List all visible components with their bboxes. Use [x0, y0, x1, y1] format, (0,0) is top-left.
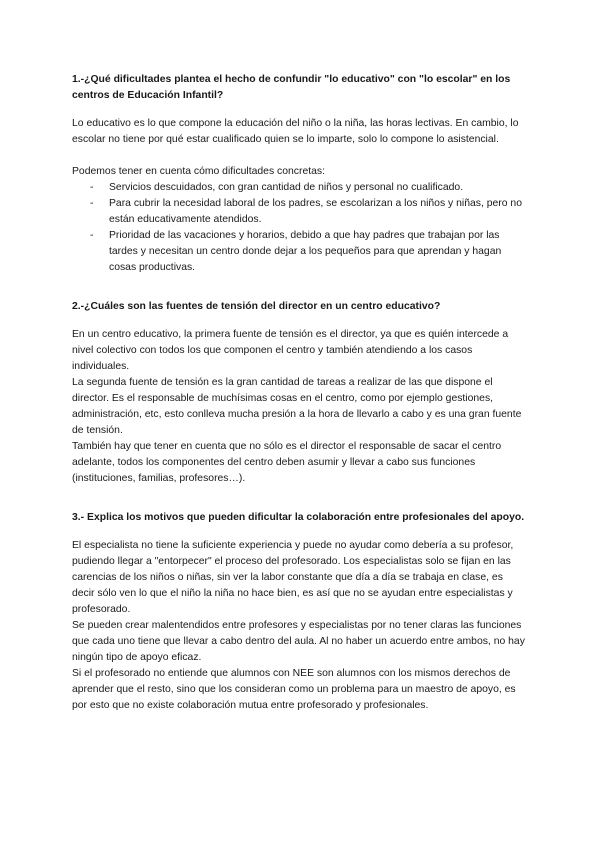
answer-3-paragraph-2: Se pueden crear malentendidos entre profesores y especialistas por no tener claras las funciones que cada uno tiene que llevar a cabo dentro del aula. Al no haber un acuerdo entre ambos, no hay ningún tipo de apoyo eficaz. — [72, 620, 525, 663]
answer-3-paragraph-1: El especialista no tiene la suficiente experiencia y puede no ayudar como debería a su profesor, pudiendo llegar a "entorpecer" el proceso del profesorado. Los especialistas solo se fijan en las carencias de los niños o niñas, sin ver la labor constante que día a día se trabaja en clase, es decir sólo ven lo que el niño la niña no hace bien, es así que no se ayudan entre especialistas y profesorado. — [72, 540, 514, 615]
list-item: - Servicios descuidados, con gran cantidad de niños y personal no cualificado. — [72, 180, 528, 196]
question-2: 2.-¿Cuáles son las fuentes de tensión del director en un centro educativo? — [72, 301, 441, 312]
difficulties-list — [72, 180, 528, 276]
answer-3-paragraph-3: Si el profesorado no entiende que alumnos con NEE son alumnos con los mismos derechos de aprender que el resto, sino que los consideran como un problema para un maestro de apoyo, es por esto que no existe colaboración mutua entre profesorado y profesionales. — [72, 668, 516, 711]
answer-1-paragraph-1: Lo educativo es lo que compone la educación del niño o la niña, las horas lectivas. En cambio, lo escolar no tiene por qué estar cualificado quien se lo imparte, solo lo compone lo asistencial. — [72, 118, 519, 145]
answer-2-paragraph-1: En un centro educativo, la primera fuente de tensión es el director, ya que es quién intercede a nivel colectivo con todos los que componen el centro y también atendiendo a los casos individuales. — [72, 329, 509, 372]
answer-1-paragraph-2: Podemos tener en cuenta cómo dificultades concretas: — [72, 166, 325, 177]
section-1 — [72, 72, 528, 276]
list-item: - Para cubrir la necesidad laboral de los padres, se escolarizan a los niños y niñas, pero no están educativamente atendidos. — [72, 196, 528, 228]
question-1: 1.-¿Qué dificultades plantea el hecho de confundir "lo educativo" con "lo escolar" en los centros de Educación Infantil? — [72, 74, 511, 101]
question-3: 3.- Explica los motivos que pueden dificultar la colaboración entre profesionales del apoyo. — [72, 512, 525, 523]
list-item: - Prioridad de las vacaciones y horarios, debido a que hay padres que trabajan por las tardes y necesitan un centro donde dejar a los pequeños para que aprendan y hagan cosas productivas. — [72, 228, 528, 276]
section-2 — [72, 299, 528, 487]
answer-2-paragraph-2: La segunda fuente de tensión es la gran cantidad de tareas a realizar de las que dispone el director. Es el responsable de muchísimas cosas en el centro, como por ejemplo gestiones, administración, etc, esto conlleva mucha presión a la hora de llevarlo a cabo y es una gran fuente de tensión. — [72, 377, 522, 436]
section-3 — [72, 510, 528, 714]
answer-2-paragraph-3: También hay que tener en cuenta que no sólo es el director el responsable de sacar el centro adelante, todos los componentes del centro deben asumir y llevar a cabo sus funciones (instituciones, familias, profesores…). — [72, 441, 502, 484]
